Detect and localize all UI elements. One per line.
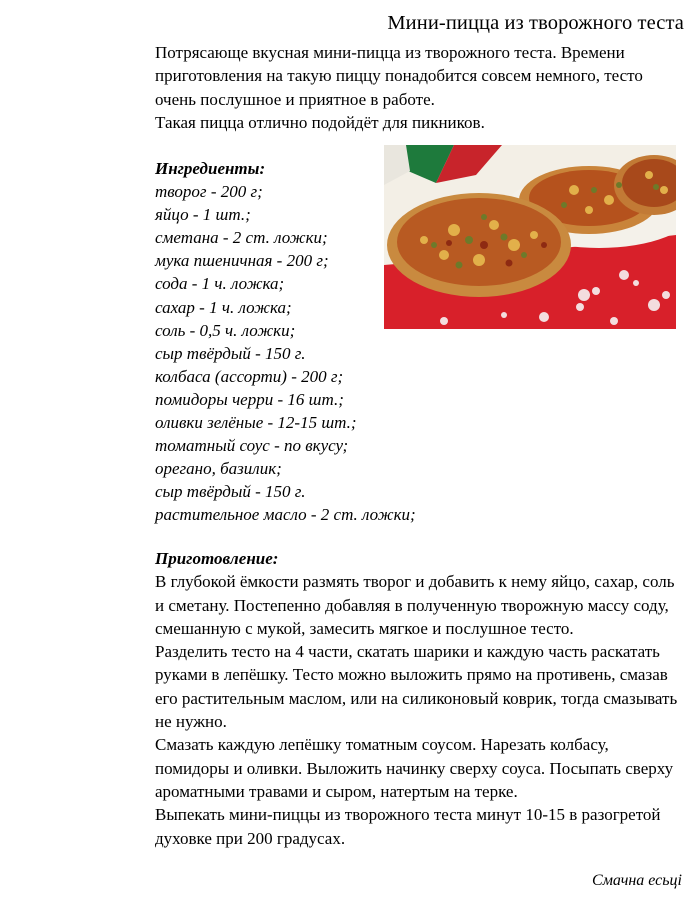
- ingredient-item: орегано, базилик;: [155, 459, 282, 479]
- intro-text: [155, 41, 685, 134]
- preparation-heading: Приготовление:: [155, 549, 279, 568]
- signoff-text: Смачна есьці: [592, 872, 682, 889]
- ingredient-item: творог - 200 г;: [155, 182, 263, 202]
- preparation-paragraph: Смазать каждую лепёшку томатным соусом. Нарезать колбасу, помидоры и оливки. Выложить начинку сверху соуса. Посыпать сверху ароматными травами и сыром, натертым на терке.: [155, 735, 674, 801]
- preparation-paragraph: Выпекать мини-пиццы из творожного теста минут 10-15 в разогретой духовке при 200 градусах.: [155, 805, 661, 848]
- intro-paragraph: Потрясающе вкусная мини-пицца из творожного теста. Времени приготовления на такую пиццу понадобится совсем немного, тесто очень послушное и приятное в работе.: [155, 43, 643, 109]
- ingredient-item: сметана - 2 ст. ложки;: [155, 228, 328, 248]
- preparation-paragraph: Разделить тесто на 4 части, скатать шарики и каждую часть раскатать руками в лепёшку. Тесто можно выложить прямо на противень, смазав его растительным маслом, или на силиконовый коврик, тогда смазывать не нужно.: [155, 642, 678, 732]
- preparation-paragraph: В глубокой ёмкости размять творог и добавить к нему яйцо, сахар, соль и сметану. Постепенно добавляя в полученную творожную массу соду, смешанную с мукой, замесить мягкое и послушное тесто.: [155, 572, 675, 638]
- ingredient-item: оливки зелёные - 12-15 шт.;: [155, 413, 357, 433]
- ingredient-item: соль - 0,5 ч. ложки;: [155, 320, 296, 340]
- page-title: Мини-пицца из творожного теста: [387, 12, 684, 34]
- intro-paragraph: Такая пицца отлично подойдёт для пикников.: [155, 112, 485, 132]
- pizza-photo-illustration: [384, 145, 676, 329]
- ingredient-item: растительное масло - 2 ст. ложки;: [155, 505, 416, 525]
- pizza-photo: [384, 145, 676, 329]
- ingredients-heading: Ингредиенты:: [155, 159, 266, 178]
- ingredient-item: яйцо - 1 шт.;: [155, 205, 251, 225]
- ingredient-item: томатный соус - по вкусу;: [155, 436, 349, 456]
- preparation-section: [155, 547, 685, 850]
- ingredient-item: мука пшеничная - 200 г;: [155, 251, 329, 271]
- ingredient-item: сода - 1 ч. ложка;: [155, 274, 285, 294]
- ingredient-item: помидоры черри - 16 шт.;: [155, 389, 344, 409]
- ingredient-item: сахар - 1 ч. ложка;: [155, 297, 292, 317]
- ingredient-item: колбаса (ассорти) - 200 г;: [155, 366, 344, 386]
- ingredient-item: сыр твёрдый - 150 г.: [155, 343, 306, 363]
- ingredient-item: сыр твёрдый - 150 г.: [155, 482, 306, 502]
